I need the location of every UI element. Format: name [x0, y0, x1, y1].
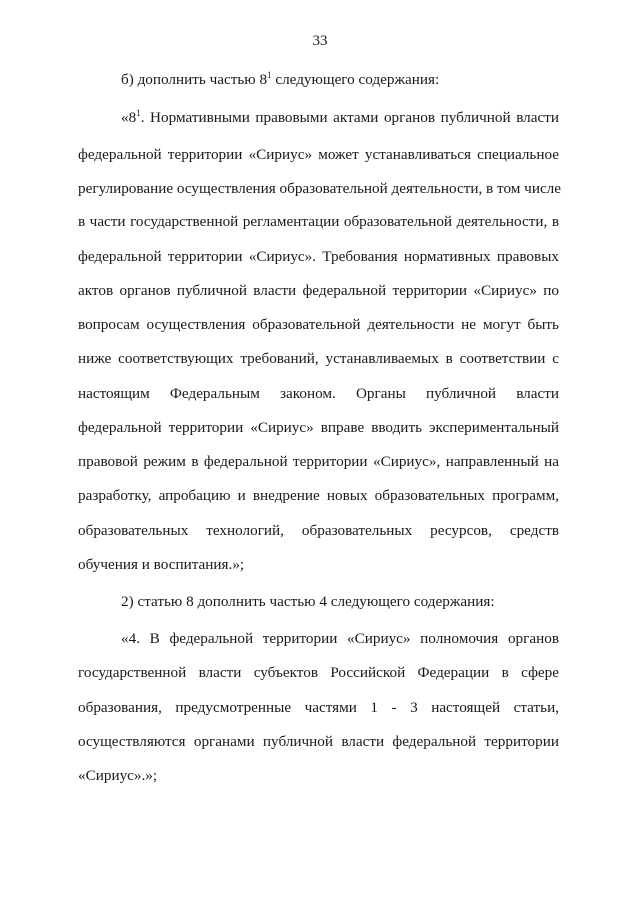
body-line: федеральной территории «Сириус» может устанавливаться специальное [78, 146, 559, 163]
body-line: вопросам осуществления образовательной деятельности не могут быть [78, 316, 559, 333]
paragraph-4-first-line: «4. В федеральной территории «Сириус» полномочия органов [121, 630, 559, 647]
item-2-line: 2) статью 8 дополнить частью 4 следующего содержания: [121, 593, 495, 610]
body-line: разработку, апробацию и внедрение новых образовательных программ, [78, 487, 559, 504]
body-line: федеральной территории «Сириус» вправе вводить экспериментальный [78, 419, 559, 436]
body-line: осуществляются органами публичной власти федеральной территории [78, 733, 559, 750]
page-number: 33 [312, 33, 328, 49]
body-line: в части государственной регламентации образовательной деятельности, в [78, 213, 559, 230]
body-line: государственной власти субъектов Российской Федерации в сфере [78, 664, 559, 681]
text-fragment [121, 109, 559, 126]
text-fragment: «8 [121, 109, 137, 126]
body-line-last: обучения и воспитания.»; [78, 556, 245, 573]
text-fragment: . Нормативными правовыми актами органов публичной власти [140, 109, 559, 126]
body-line: образовательных технологий, образовательных ресурсов, средств [78, 522, 559, 539]
body-line: актов органов публичной власти федеральной территории «Сириус» по [78, 282, 559, 299]
paragraph-8-1-first-line [121, 109, 559, 127]
text-fragment: б) дополнить частью 8 [121, 71, 268, 88]
superscript: 1 [267, 70, 272, 80]
body-line: образования, предусмотренные частями 1 - 3 настоящей статьи, [78, 699, 559, 716]
text-fragment: следующего содержания: [271, 71, 440, 88]
superscript: 1 [136, 108, 141, 118]
body-line: федеральной территории «Сириус». Требования нормативных правовых [78, 248, 559, 265]
body-line-last: «Сириус».»; [78, 767, 158, 784]
paragraph-b-line [121, 71, 559, 89]
body-line: правовой режим в федеральной территории «Сириус», направленный на [78, 453, 559, 470]
body-line: ниже соответствующих требований, устанавливаемых в соответствии с [78, 350, 559, 367]
body-line: регулирование осуществления образовательной деятельности, в том числе [78, 180, 562, 197]
body-line: настоящим Федеральным законом. Органы публичной власти [78, 385, 559, 402]
